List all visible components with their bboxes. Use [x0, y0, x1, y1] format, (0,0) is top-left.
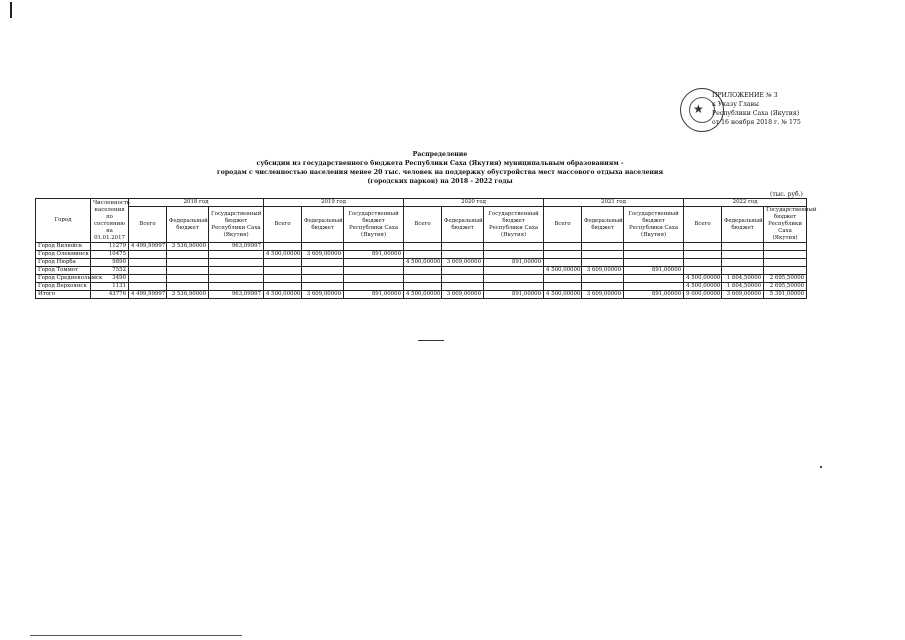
distribution-table [35, 198, 817, 299]
cell-amount [442, 267, 484, 275]
cell-amount [722, 251, 764, 259]
header-sub: Государственный бюджет Республики Саха (Якутия) [209, 207, 264, 243]
cell-amount [684, 243, 722, 251]
header-population: Численность населения по состоянию на 01.01.2017 [91, 199, 129, 243]
cell-amount: 891,00000 [484, 259, 544, 267]
cell-amount [404, 283, 442, 291]
cell-city: Город Среднеколымск [36, 275, 91, 283]
header-sub: Федеральный бюджет [442, 207, 484, 243]
cell-amount: 3 609,00000 [302, 291, 344, 299]
cell-amount [582, 283, 624, 291]
header-sub: Федеральный бюджет [722, 207, 764, 243]
cell-amount: 5 391,00000 [764, 291, 807, 299]
cell-amount [404, 251, 442, 259]
header-year: 2021 год [544, 199, 684, 207]
cell-amount [544, 251, 582, 259]
cell-amount: 891,00000 [624, 291, 684, 299]
cell-amount [764, 267, 807, 275]
table-row [36, 259, 807, 267]
cell-amount: 4 499,99997 [129, 291, 167, 299]
cell-city: Город Нюрба [36, 259, 91, 267]
document-subtitle: субсидии из государственного бюджета Республики Саха (Якутия) муниципальным образованиям - [256, 160, 624, 167]
header-sub: Всего [264, 207, 302, 243]
document-subtitle: городам с численностью населения менее 20 тыс. человек на поддержку обустройства мест массового отдыха населения [216, 169, 664, 176]
units-label: (тыс. руб.) [770, 191, 803, 198]
cell-amount: 2 695,50000 [764, 275, 807, 283]
table-row [36, 275, 807, 283]
cell-city: Итого [36, 291, 91, 299]
cell-amount [684, 251, 722, 259]
cell-amount [442, 243, 484, 251]
cell-population: 11279 [91, 243, 129, 251]
cell-amount [264, 267, 302, 275]
header-sub: Всего [404, 207, 442, 243]
cell-amount: 9 000,00000 [684, 291, 722, 299]
cell-amount [167, 251, 209, 259]
cell-amount [624, 283, 684, 291]
cell-amount [264, 259, 302, 267]
scan-speck [820, 466, 822, 468]
cell-amount [344, 267, 404, 275]
cell-amount [264, 283, 302, 291]
cell-amount [484, 283, 544, 291]
cell-amount: 3 609,00000 [442, 291, 484, 299]
document-subtitle: (городских парков) на 2018 - 2022 годы [367, 178, 513, 185]
cell-amount [484, 267, 544, 275]
header-sub: Всего [129, 207, 167, 243]
cell-amount: 2 695,50000 [764, 283, 807, 291]
table-row [36, 243, 807, 251]
cell-amount [404, 275, 442, 283]
cell-amount: 3 609,00000 [442, 259, 484, 267]
cell-amount: 3 609,00000 [302, 251, 344, 259]
cell-city: Город Верхоянск [36, 283, 91, 291]
cell-amount [582, 243, 624, 251]
cell-amount [167, 267, 209, 275]
header-sub: Всего [684, 207, 722, 243]
cell-amount [167, 283, 209, 291]
cell-amount: 4 500,00000 [544, 291, 582, 299]
cell-amount [129, 267, 167, 275]
header-sub: Федеральный бюджет [582, 207, 624, 243]
cell-amount [404, 243, 442, 251]
cell-amount [764, 251, 807, 259]
cell-amount [129, 275, 167, 283]
cell-amount [344, 259, 404, 267]
cell-city: Город Томмот [36, 267, 91, 275]
cell-amount [209, 251, 264, 259]
sub-header-row [36, 207, 807, 243]
cell-amount [684, 267, 722, 275]
cell-amount [344, 275, 404, 283]
header-year: 2019 год [264, 199, 404, 207]
cell-amount [344, 243, 404, 251]
cell-amount: 4 500,00000 [264, 251, 302, 259]
header-sub: Федеральный бюджет [167, 207, 209, 243]
table-body [36, 243, 807, 299]
footer-line [30, 635, 242, 636]
header-sub: Всего [544, 207, 582, 243]
cell-amount [624, 259, 684, 267]
cell-amount: 3 609,00000 [722, 291, 764, 299]
cell-amount [442, 283, 484, 291]
cell-amount [624, 243, 684, 251]
cell-population: 9890 [91, 259, 129, 267]
header-year: 2020 год [404, 199, 544, 207]
cell-amount [264, 275, 302, 283]
document-title: Распределение [412, 151, 468, 158]
cell-amount [209, 259, 264, 267]
cell-amount: 3 536,90000 [167, 243, 209, 251]
cell-amount [442, 275, 484, 283]
table-row [36, 283, 807, 291]
cell-amount: 3 609,00000 [582, 291, 624, 299]
cell-amount [344, 283, 404, 291]
cell-amount: 891,00000 [344, 251, 404, 259]
cell-amount: 4 500,00000 [404, 291, 442, 299]
cell-population: 1131 [91, 283, 129, 291]
cell-amount [302, 243, 344, 251]
cell-amount [209, 267, 264, 275]
cell-amount [544, 243, 582, 251]
scan-margin-line [10, 2, 12, 18]
cell-amount: 963,09997 [209, 243, 264, 251]
cell-amount: 4 500,00000 [264, 291, 302, 299]
separator-line [418, 340, 444, 341]
cell-city: Город Олекминск [36, 251, 91, 259]
cell-amount [209, 283, 264, 291]
header-year: 2018 год [129, 199, 264, 207]
cell-amount: 891,00000 [484, 291, 544, 299]
cell-amount: 4 499,99997 [129, 243, 167, 251]
cell-amount [582, 275, 624, 283]
cell-amount: 4 500,00000 [544, 267, 582, 275]
approval-line: ПРИЛОЖЕНИЕ № 3 [712, 92, 778, 99]
cell-city: Город Вилюйск [36, 243, 91, 251]
approval-line: Республики Саха (Якутия) [712, 110, 800, 117]
cell-amount [442, 251, 484, 259]
cell-amount [684, 259, 722, 267]
cell-amount: 4 500,00000 [684, 283, 722, 291]
cell-amount [129, 259, 167, 267]
cell-amount [582, 259, 624, 267]
header-city: Город [36, 199, 91, 243]
cell-amount [624, 275, 684, 283]
cell-amount: 3 609,00000 [582, 267, 624, 275]
cell-amount [302, 275, 344, 283]
header-sub: Федеральный бюджет [302, 207, 344, 243]
cell-amount: 963,09997 [209, 291, 264, 299]
cell-amount: 891,00000 [624, 267, 684, 275]
cell-amount: 3 536,90000 [167, 291, 209, 299]
header-sub: Государственный бюджет Республики Саха (Якутия) [764, 207, 807, 243]
cell-amount [582, 251, 624, 259]
cell-amount [764, 259, 807, 267]
cell-population: 10475 [91, 251, 129, 259]
cell-amount [722, 259, 764, 267]
cell-amount [209, 275, 264, 283]
cell-amount [167, 259, 209, 267]
cell-amount: 4 500,00000 [684, 275, 722, 283]
cell-amount [302, 259, 344, 267]
cell-amount: 891,00000 [344, 291, 404, 299]
table-total-row [36, 291, 807, 299]
cell-amount [129, 283, 167, 291]
cell-amount [167, 275, 209, 283]
cell-population: 7552 [91, 267, 129, 275]
header-sub: Государственный бюджет Республики Саха (Якутия) [344, 207, 404, 243]
approval-line: к Указу Главы [712, 101, 759, 108]
cell-amount [129, 251, 167, 259]
approval-block [712, 91, 801, 127]
cell-amount [404, 267, 442, 275]
seal-emblem-icon: ★ [693, 102, 704, 116]
cell-amount [722, 267, 764, 275]
cell-amount: 1 804,50000 [722, 275, 764, 283]
cell-amount [264, 243, 302, 251]
cell-amount [302, 267, 344, 275]
cell-population: 43776 [91, 291, 129, 299]
cell-amount [544, 283, 582, 291]
header-year: 2022 год [684, 199, 807, 207]
header-sub: Государственный бюджет Республики Саха (Якутия) [624, 207, 684, 243]
cell-amount [722, 243, 764, 251]
cell-population: 3490 [91, 275, 129, 283]
cell-amount [764, 243, 807, 251]
cell-amount [624, 251, 684, 259]
cell-amount: 1 804,50000 [722, 283, 764, 291]
cell-amount [544, 259, 582, 267]
approval-line: от 16 ноября 2018 г. № 175 [712, 119, 801, 126]
table-row [36, 267, 807, 275]
cell-amount: 4 500,00000 [404, 259, 442, 267]
cell-amount [484, 251, 544, 259]
cell-amount [302, 283, 344, 291]
cell-amount [484, 243, 544, 251]
header-sub: Государственный бюджет Республики Саха (Якутия) [484, 207, 544, 243]
cell-amount [484, 275, 544, 283]
cell-amount [544, 275, 582, 283]
table-row [36, 251, 807, 259]
